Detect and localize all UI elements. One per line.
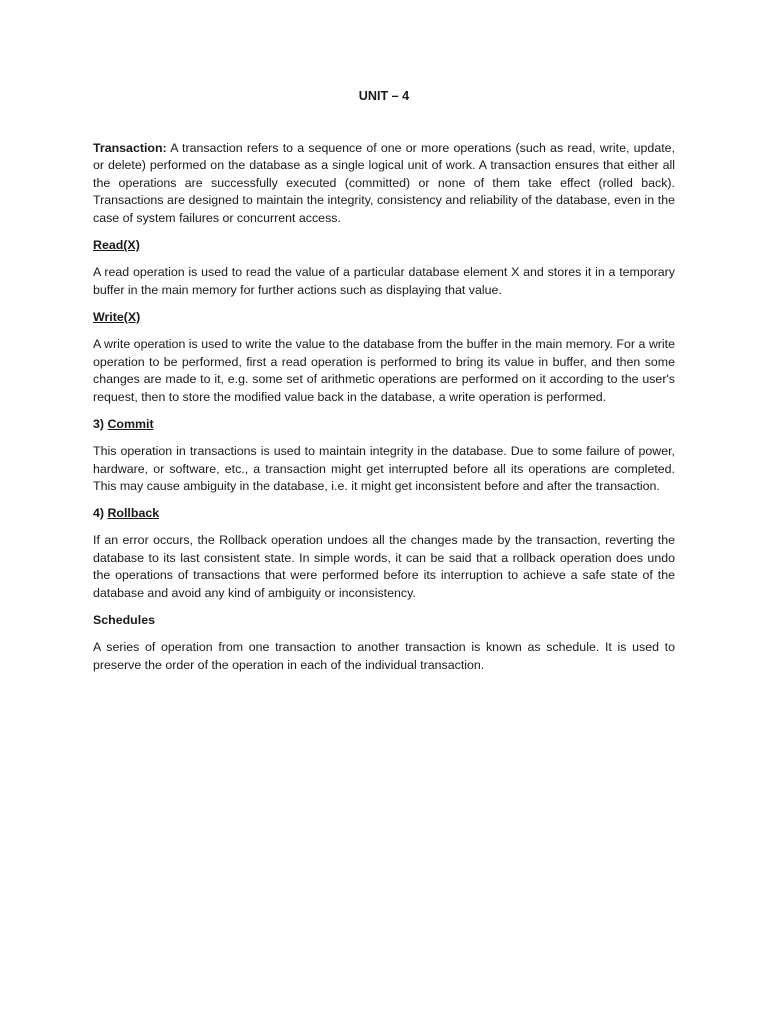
document-page xyxy=(93,88,675,684)
section-number: 3) xyxy=(93,416,108,431)
section-title: Write(X) xyxy=(93,309,141,324)
section-title: Rollback xyxy=(107,506,160,521)
intro-term: Transaction: xyxy=(93,140,167,155)
section-body-write: A write operation is used to write the value to the database from the buffer in the main memory. For a write operation to be performed, first a read operation is performed to bring its value in buffer, and then some changes are made to it, e.g. some set of arithmetic operations are performed on it according to the user's request, then to store the modified value back in the database, a write operation is performed. xyxy=(93,336,675,404)
section-heading-read xyxy=(93,237,675,255)
section-heading-rollback xyxy=(93,505,675,523)
document-title: UNIT – 4 xyxy=(358,89,410,103)
section-number: 4) xyxy=(93,506,108,521)
section-body-commit: This operation in transactions is used to maintain integrity in the database. Due to some failure of power, hardware, or software, etc., a transaction might get interrupted before all its operations are completed. This may cause ambiguity in the database, i.e. it might get inconsistent before and after the transaction. xyxy=(93,443,675,494)
section-title: Read(X) xyxy=(93,238,140,253)
intro-paragraph xyxy=(93,140,675,228)
intro-text: A transaction refers to a sequence of one or more operations (such as read, write, update, or delete) performed on the database as a single logical unit of work. A transaction ensures that either all the operations are successfully executed (committed) or none of them take effect (rolled back). Transactions are designed to maintain the integrity, consistency and reliability of the database, even in the case of system failures or concurrent access. xyxy=(93,140,675,225)
schedules-heading: Schedules xyxy=(93,613,155,628)
section-title: Commit xyxy=(107,416,154,431)
section-heading-write xyxy=(93,309,675,327)
section-body-read: A read operation is used to read the value of a particular database element X and stores it in a temporary buffer in the main memory for further actions such as displaying that value. xyxy=(93,265,675,297)
schedules-body: A series of operation from one transaction to another transaction is known as schedule. It is used to preserve the order of the operation in each of the individual transaction. xyxy=(93,640,675,672)
section-body-rollback: If an error occurs, the Rollback operation undoes all the changes made by the transaction, reverting the database to its last consistent state. In simple words, it can be said that a rollback operation does undo the operations of transactions that were performed before its interruption to achieve a safe state of the database and avoid any kind of ambiguity or inconsistency. xyxy=(93,533,675,601)
section-heading-commit xyxy=(93,416,675,434)
